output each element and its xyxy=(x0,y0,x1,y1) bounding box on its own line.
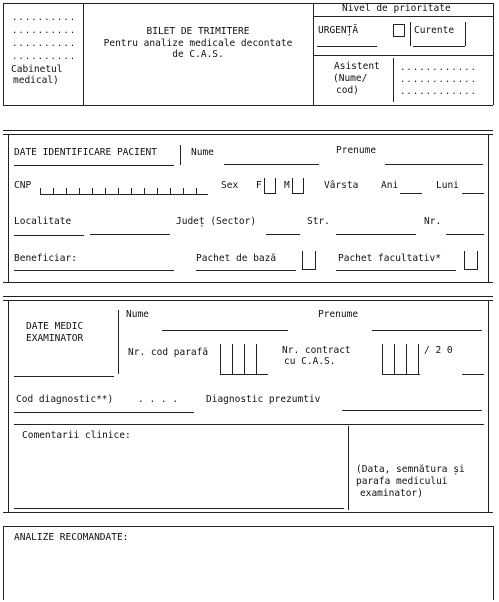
doctor-nume-field[interactable] xyxy=(162,308,288,331)
nr-field[interactable] xyxy=(446,214,484,235)
cabinet-dots-3: .......... xyxy=(12,39,77,49)
sex-f-label: F xyxy=(256,180,262,191)
cnp-field[interactable] xyxy=(40,178,208,195)
cnp-label: CNP xyxy=(14,180,32,191)
cabinet-dots-2: .......... xyxy=(12,26,77,36)
cabinet-dots-4: .......... xyxy=(12,52,77,62)
patient-prenume-field[interactable] xyxy=(385,146,483,165)
localitate-field[interactable] xyxy=(90,214,170,235)
cabinet-label-line2: medical) xyxy=(13,75,59,86)
patient-prenume-label: Prenume xyxy=(336,145,377,156)
ani-field[interactable] xyxy=(400,178,422,194)
str-field[interactable] xyxy=(336,214,416,235)
contract-number-field[interactable] xyxy=(382,344,420,375)
cabinet-label-line1: Cabinetul xyxy=(11,64,63,75)
urgent-checkbox[interactable] xyxy=(393,24,405,37)
doctor-prenume-field[interactable] xyxy=(372,308,482,331)
cod-parafa-field[interactable] xyxy=(220,344,268,375)
semnatura-label-2: parafa medicului xyxy=(356,476,448,487)
document-subtitle: Pentru analize medicale decontate xyxy=(103,38,293,49)
comentarii-label: Comentarii clinice: xyxy=(22,430,131,441)
analize-field[interactable] xyxy=(8,548,488,598)
patient-section-label: DATE IDENTIFICARE PACIENT xyxy=(14,147,157,158)
beneficiar-label: Beneficiar: xyxy=(14,253,77,264)
assistant-dots-1: ............ xyxy=(400,63,478,73)
priority-urgent-label: URGENȚĂ xyxy=(318,25,359,36)
analize-label: ANALIZE RECOMANDATE: xyxy=(14,532,129,543)
nr-label: Nr. xyxy=(424,216,442,227)
contract-year-field[interactable] xyxy=(462,344,484,375)
doctor-section-label-2: EXAMINATOR xyxy=(26,333,84,344)
pachet-baza-label: Pachet de bază xyxy=(196,253,277,264)
assistant-label-1: Asistent xyxy=(334,61,380,72)
pachet-baza-checkbox[interactable] xyxy=(302,251,316,270)
sex-m-checkbox[interactable] xyxy=(292,178,304,194)
assistant-dots-2: ............ xyxy=(400,75,478,85)
cod-diagnostic-label: Cod diagnostic**) xyxy=(16,394,114,405)
str-label: Str. xyxy=(307,216,330,227)
doctor-section-label-1: DATE MEDIC xyxy=(26,321,84,332)
assistant-label-2: (Nume/ xyxy=(333,73,368,84)
diagnostic-label: Diagnostic prezumtiv xyxy=(206,394,321,405)
patient-nume-field[interactable] xyxy=(224,146,319,165)
doctor-prenume-label: Prenume xyxy=(318,309,359,320)
contract-label-2: cu C.A.S. xyxy=(284,356,336,367)
cabinet-dots-1: .......... xyxy=(12,13,77,23)
semnatura-label-1: (Data, semnătura și xyxy=(356,464,465,475)
ani-label: Ani xyxy=(381,180,399,191)
diagnostic-field[interactable] xyxy=(342,392,482,411)
luni-label: Luni xyxy=(436,180,459,191)
document-title: BILET DE TRIMITERE xyxy=(146,26,250,37)
cod-parafa-label: Nr. cod parafă xyxy=(128,347,209,358)
document-subtitle-2: de C.A.S. xyxy=(172,49,224,60)
sex-f-checkbox[interactable] xyxy=(264,178,276,194)
pachet-facultativ-checkbox[interactable] xyxy=(464,251,478,270)
priority-title: Nivel de prioritate xyxy=(342,3,451,14)
judet-label: Județ (Sector) xyxy=(176,216,257,227)
luni-field[interactable] xyxy=(462,178,484,194)
assistant-label-3: cod) xyxy=(336,85,359,96)
comentarii-field[interactable] xyxy=(14,444,344,506)
semnatura-label-3: examinator) xyxy=(360,488,423,499)
contract-suffix: / 2 0 xyxy=(424,345,453,356)
sex-m-label: M xyxy=(284,180,290,191)
contract-label-1: Nr. contract xyxy=(282,345,351,356)
priority-current-label: Curente xyxy=(414,25,455,36)
doctor-nume-label: Nume xyxy=(126,309,149,320)
sex-label: Sex xyxy=(221,180,239,191)
judet-field[interactable] xyxy=(266,214,300,235)
varsta-label: Vârsta xyxy=(324,180,359,191)
localitate-label: Localitate xyxy=(14,216,72,227)
assistant-dots-3: ............ xyxy=(400,87,478,97)
patient-nume-label: Nume xyxy=(191,147,214,158)
cod-diagnostic-dots: . . . . xyxy=(138,394,179,405)
pachet-facultativ-label: Pachet facultativ* xyxy=(338,253,441,264)
